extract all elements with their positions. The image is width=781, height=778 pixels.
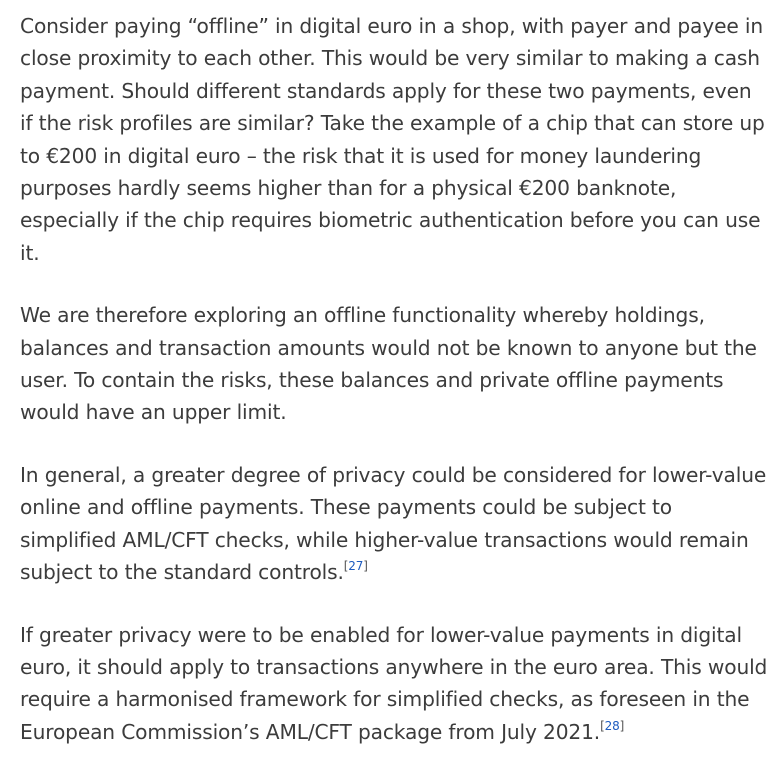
paragraph-text: We are therefore exploring an offline functionality whereby holdings, balances and transaction amounts would not be known to anyone but the user. To contain the risks, these balances and private offline payments would have an upper limit.	[20, 303, 757, 425]
footnote-ref: [27]	[343, 559, 368, 574]
footnote-ref: [28]	[600, 718, 625, 733]
paragraph-text: In general, a greater degree of privacy could be considered for lower-value online and offline payments. These payments could be subject to simplified AML/CFT checks, while higher-value transactions would remain subject to the standard controls.	[20, 462, 767, 585]
footnote-link-27[interactable]: 27	[348, 559, 364, 574]
paragraph-offline-functionality	[20, 299, 768, 429]
footnote-link-28[interactable]: 28	[604, 718, 620, 733]
paragraph-harmonised-framework	[20, 619, 768, 749]
paragraph-text: If greater privacy were to be enabled for lower-value payments in digital euro, it should apply to transactions anywhere in the euro area. This would require a harmonised framework for simplified checks, as foreseen in the European Commission’s AML/CFT package from July 2021.	[20, 622, 768, 744]
paragraph-text: Consider paying “offline” in digital euro in a shop, with payer and payee in close proximity to each other. This would be very similar to making a cash payment. Should different standards apply for these two payments, even if the risk profiles are similar? Take the example of a chip that can store up to €200 in digital euro – the risk that it is used for money laundering purposes hardly seems higher than for a physical €200 banknote, especially if the chip requires biometric authentication before you can use it.	[20, 14, 765, 265]
paragraph-privacy-lower-value	[20, 459, 768, 589]
article-body	[20, 10, 768, 778]
paragraph-offline-payment	[20, 10, 768, 269]
